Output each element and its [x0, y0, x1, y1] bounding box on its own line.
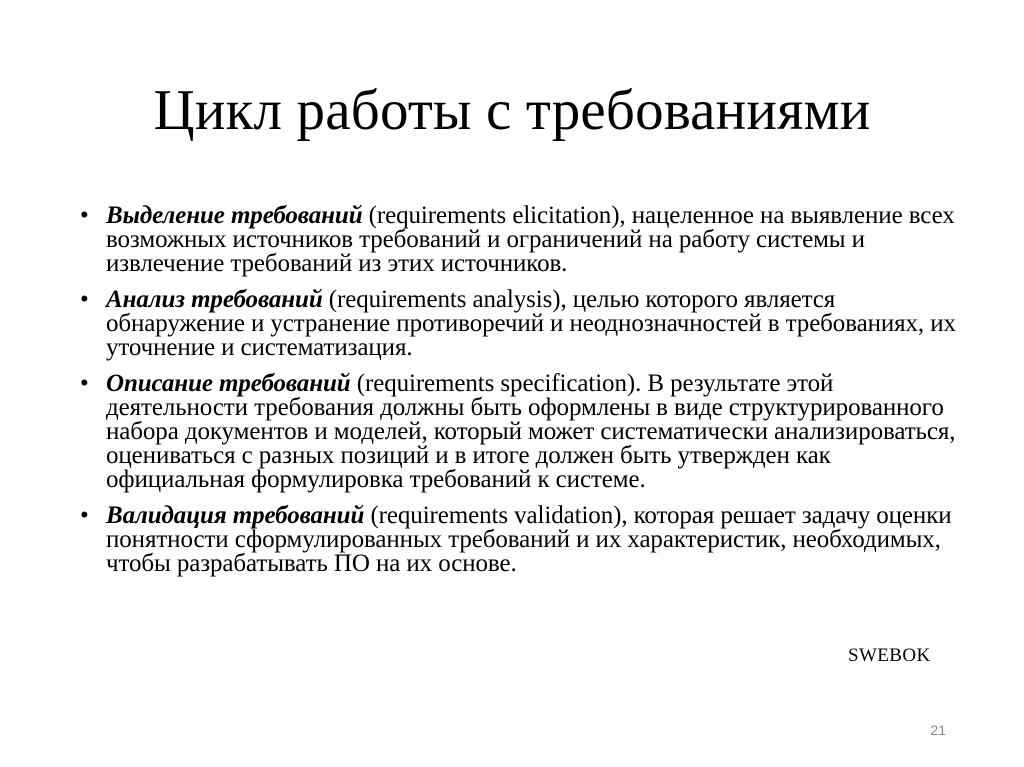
bullet-item-specification	[78, 372, 958, 492]
source-note: SWEBOK	[848, 645, 931, 666]
bullet-item-validation	[78, 504, 958, 576]
description-specification: (requirements specification). В результате этой деятельности требования должны быть оформлены в виде структурированного набора документов и моделей, который может систематически анализироваться, оцениваться с разных позиций и в итоге должен быть утвержден как официальная формулировка требований к системе.	[106, 370, 956, 493]
bullet-list	[78, 204, 958, 576]
term-analysis: Анализ требований	[106, 286, 323, 313]
term-validation: Валидация требований	[106, 502, 365, 529]
bullet-marker: •	[80, 286, 89, 313]
slide-content	[78, 204, 958, 588]
bullet-marker: •	[80, 502, 89, 529]
bullet-marker: •	[80, 370, 89, 397]
bullet-marker: •	[80, 202, 89, 229]
description-validation: (requirements validation), которая решает задачу оценки понятности сформулированных требований и их характеристик, необходимых, чтобы разрабатывать ПО на их основе.	[106, 502, 952, 577]
term-elicitation: Выделение требований	[106, 202, 363, 229]
term-specification: Описание требований	[106, 370, 351, 397]
description-elicitation: (requirements elicitation), нацеленное на выявление всех возможных источников требований и ограничений на работу системы и извлечение требований из этих источников.	[106, 202, 955, 277]
page-number: 21	[930, 722, 946, 738]
description-analysis: (requirements analysis), целью которого является обнаружение и устранение противоречий и неоднозначностей в требованиях, их уточнение и систематизация.	[106, 286, 956, 361]
slide-title: Цикл работы с требованиями	[153, 79, 871, 142]
bullet-item-elicitation	[78, 204, 958, 276]
bullet-item-analysis	[78, 288, 958, 360]
